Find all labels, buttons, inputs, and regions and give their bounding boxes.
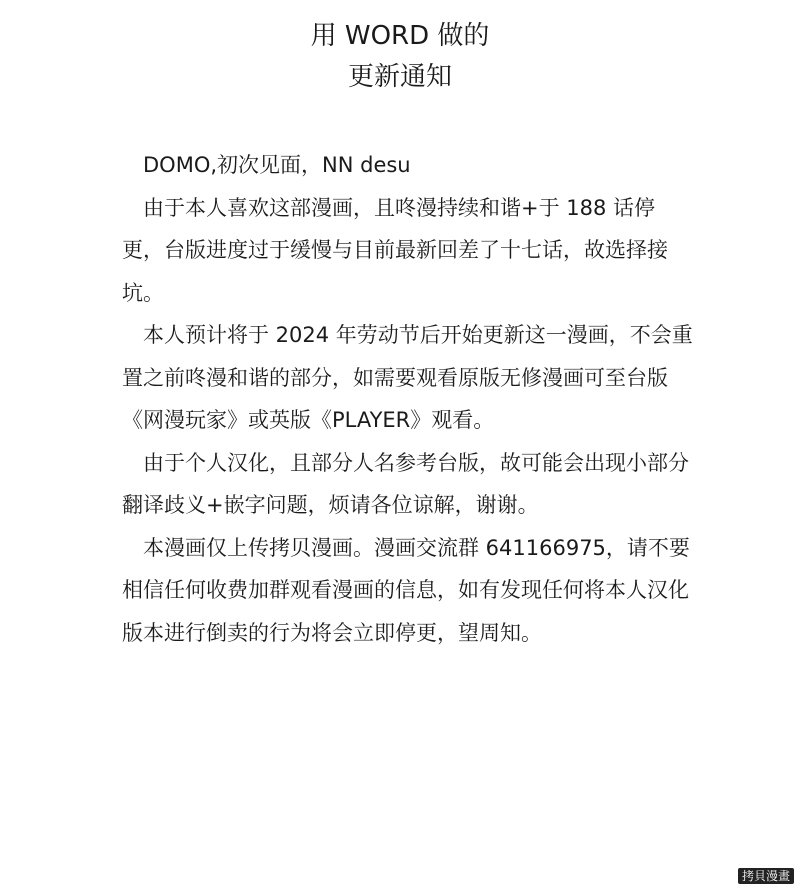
paragraph-schedule: 本人预计将于 2024 年劳动节后开始更新这一漫画，不会重置之前咚漫和谐的部分，如需要观看原版无修漫画可至台版《网漫玩家》或英版《PLAYER》观看。: [122, 323, 693, 432]
paragraph-greeting: DOMO,初次见面，NN desu: [143, 153, 411, 177]
watermark-badge: 拷貝漫畫: [738, 868, 794, 884]
paragraph-reason: 由于本人喜欢这部漫画，且咚漫持续和谐+于 188 话停更，台版进度过于缓慢与目前最新回差了十七话，故选择接坑。: [122, 195, 668, 305]
notice-body: [122, 144, 694, 654]
title-line-2: 更新通知: [347, 62, 452, 92]
paragraph-translation-note: 由于个人汉化，且部分人名参考台版，故可能会出现小部分翻译歧义+嵌字问题，烦请各位谅解，谢谢。: [122, 450, 689, 517]
paragraph-upload-info: 本漫画仅上传拷贝漫画。漫画交流群 641166975，请不要相信任何收费加群观看漫画的信息，如有发现任何将本人汉化版本进行倒卖的行为将会立即停更，望周知。: [122, 535, 690, 645]
notice-title: [0, 16, 800, 98]
title-line-1: 用 WORD 做的: [310, 21, 490, 51]
